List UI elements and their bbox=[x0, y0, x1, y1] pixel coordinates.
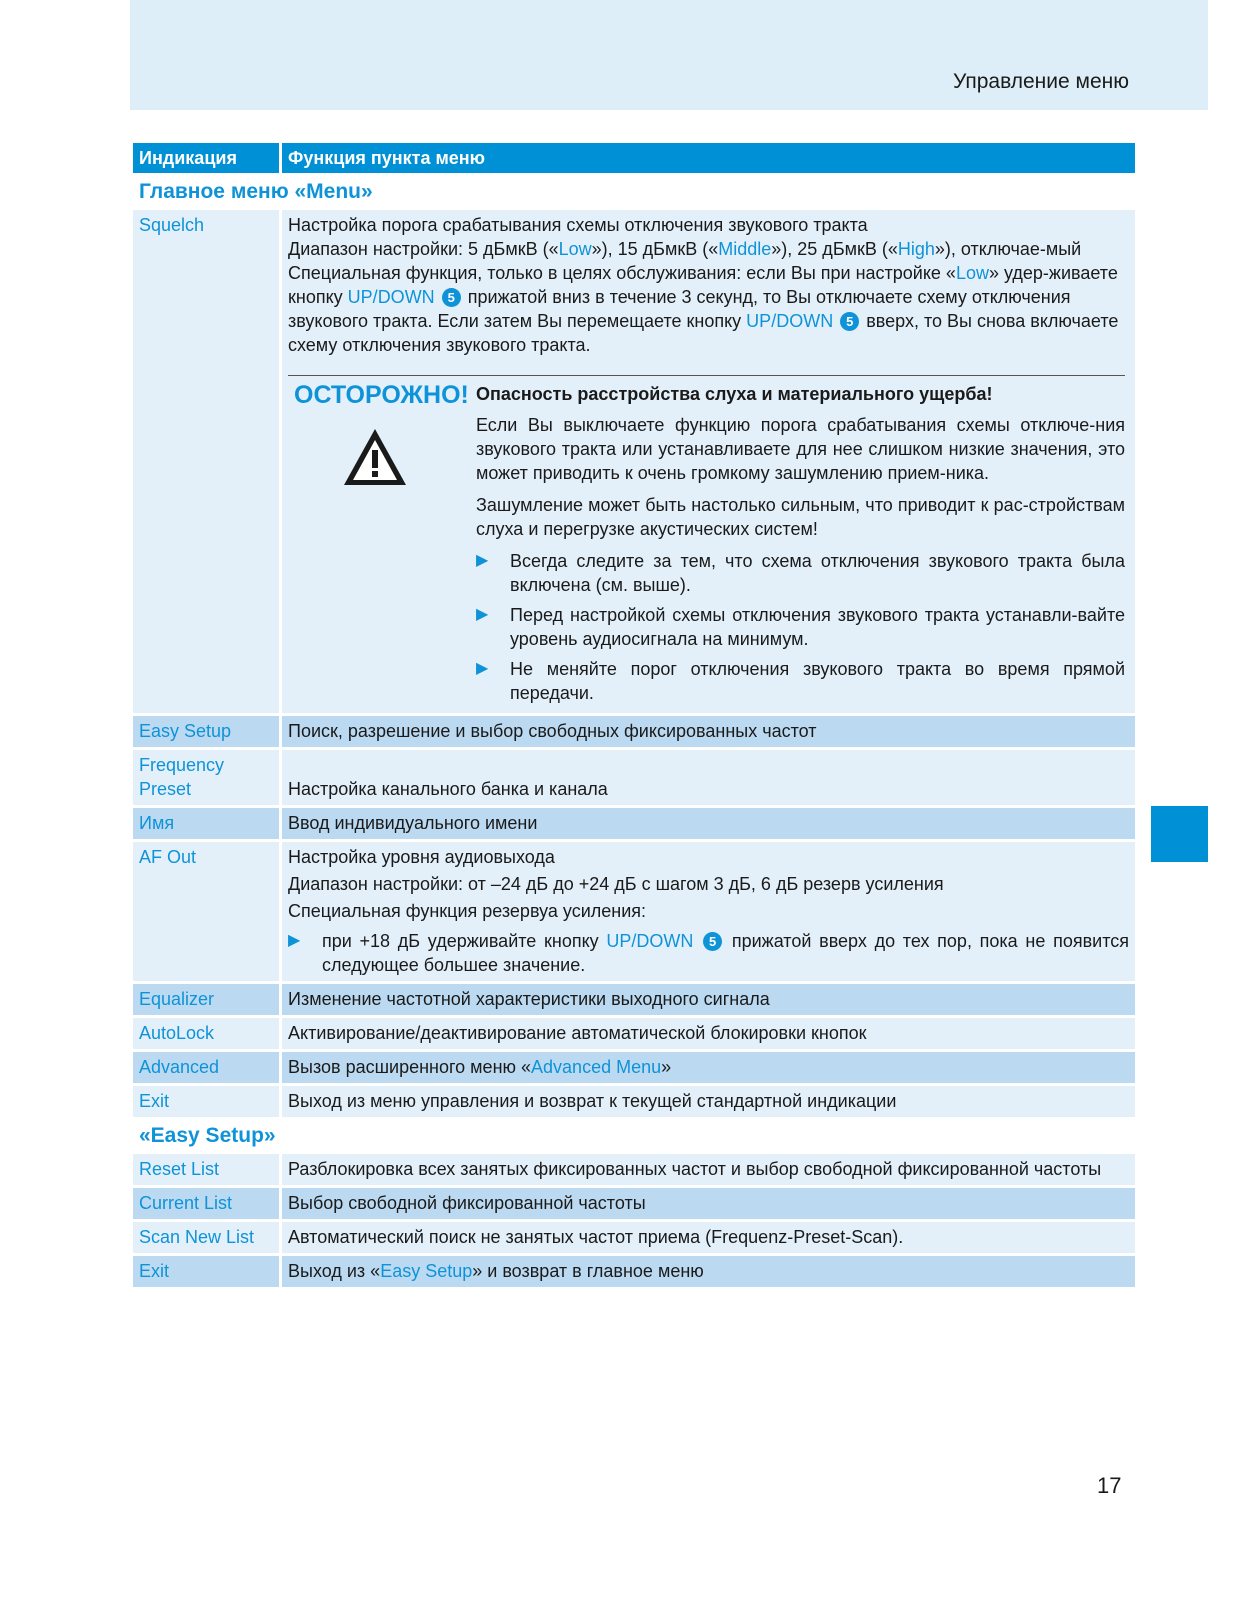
table-row-name: Имя Ввод индивидуального имени bbox=[133, 808, 1135, 839]
menu-item-exit-easy: Exit bbox=[133, 1256, 279, 1287]
header-col-function: Функция пункта меню bbox=[282, 143, 1135, 173]
callout-5-icon: 5 bbox=[442, 288, 461, 307]
list-item: ▶ Не меняйте порог отключения звукового тракта во время прямой передачи. bbox=[476, 659, 1125, 703]
easy-setup-link: Easy Setup bbox=[380, 1261, 473, 1281]
table-row-squelch bbox=[133, 210, 1135, 713]
warning-triangle-icon bbox=[341, 426, 409, 488]
menu-item-exit: Exit bbox=[133, 1086, 279, 1117]
caution-paragraph-2: Зашумление может быть настолько сильным, что приводит к рас-стройствам слуха и перегрузке акустических систем! bbox=[476, 495, 1125, 539]
menu-item-advanced: Advanced bbox=[133, 1052, 279, 1083]
chapter-tab-marker bbox=[1151, 806, 1208, 862]
table-row-frequency-preset: Frequency Preset Настройка канального банка и канала bbox=[133, 750, 1135, 805]
squelch-description bbox=[282, 210, 1135, 713]
menu-item-squelch: Squelch bbox=[133, 210, 279, 713]
arrow-right-icon: ▶ bbox=[476, 552, 489, 569]
caution-paragraph-1: Если Вы выключаете функцию порога срабатывания схемы отключе-ния звукового тракта или устанавливаете для нее слишком низкие значения, это может приводить к очень громкому зашумлению прием-ника. bbox=[476, 415, 1125, 483]
section-title-easy-setup: «Easy Setup» bbox=[139, 1124, 276, 1147]
menu-item-current-list: Current List bbox=[133, 1188, 279, 1219]
callout-5-icon: 5 bbox=[703, 932, 722, 951]
squelch-line1: Настройка порога срабатывания схемы отключения звукового тракта bbox=[288, 215, 868, 235]
value-middle: Middle bbox=[718, 239, 772, 259]
list-item: ▶ Всегда следите за тем, что схема отключения звукового тракта была включена (см. выше). bbox=[476, 551, 1125, 595]
table-row-equalizer: Equalizer Изменение частотной характеристики выходного сигнала bbox=[133, 984, 1135, 1015]
menu-item-frequency-preset: Frequency Preset bbox=[133, 750, 279, 805]
table-row-scan-new-list: Scan New List Автоматический поиск не занятых частот приема (Frequenz-Preset-Scan). bbox=[133, 1222, 1135, 1253]
menu-item-autolock: AutoLock bbox=[133, 1018, 279, 1049]
table-row-exit-easy: Exit Выход из «Easy Setup» и возврат в главное меню bbox=[133, 1256, 1135, 1287]
button-up-label: UP bbox=[606, 931, 632, 951]
caution-heading: Опасность расстройства слуха и материального ущерба! bbox=[476, 384, 993, 404]
table-row-reset-list: Reset List Разблокировка всех занятых фиксированных частот и выбор свободной фиксированной частоты bbox=[133, 1154, 1135, 1185]
callout-5-icon: 5 bbox=[840, 312, 859, 331]
list-item: ▶ Перед настройкой схемы отключения звукового тракта устанавли-вайте уровень аудиосигнала на минимум. bbox=[476, 605, 1125, 649]
button-down-label: DOWN bbox=[377, 287, 435, 307]
button-down-label: DOWN bbox=[636, 931, 694, 951]
table-row-advanced: Advanced Вызов расширенного меню «Advanced Menu» bbox=[133, 1052, 1135, 1083]
value-low-2: Low bbox=[955, 263, 989, 283]
button-up-label-2: UP bbox=[746, 311, 772, 331]
list-item: ▶ при +18 дБ удерживайте кнопку UP/DOWN 5 прижатой вверх до тех пор, пока не появится следующее большее значение. bbox=[288, 931, 1129, 975]
arrow-right-icon: ▶ bbox=[476, 606, 489, 623]
table-row-exit: Exit Выход из меню управления и возврат к текущей стандартной индикации bbox=[133, 1086, 1135, 1117]
menu-function-table bbox=[133, 143, 1135, 1290]
menu-item-equalizer: Equalizer bbox=[133, 984, 279, 1015]
page-header-title: Управление меню bbox=[952, 70, 1129, 93]
caution-box bbox=[288, 375, 1125, 705]
menu-item-reset-list: Reset List bbox=[133, 1154, 279, 1185]
advanced-menu-link: Advanced Menu bbox=[531, 1057, 662, 1077]
value-high: High bbox=[897, 239, 935, 259]
squelch-special: Специальная функция, только в целях обслуживания: если Вы при настройке «Low» удер-живаете кнопку UP/DOWN 5 прижатой вниз в течение 3 секунд, то Вы отключаете схему отключения звукового тракта. Если затем Вы перемещаете кнопку UP/DOWN 5 вверх, то Вы снова включаете схему отключения звукового тракта. bbox=[288, 263, 1119, 355]
table-header bbox=[133, 143, 1135, 173]
table-row-autolock: AutoLock Активирование/деактивирование автоматической блокировки кнопок bbox=[133, 1018, 1135, 1049]
button-up-label: UP bbox=[347, 287, 373, 307]
table-row-easy-setup: Easy Setup Поиск, разрешение и выбор свободных фиксированных частот bbox=[133, 716, 1135, 747]
table-row-current-list: Current List Выбор свободной фиксированной частоты bbox=[133, 1188, 1135, 1219]
button-down-label-2: DOWN bbox=[776, 311, 834, 331]
squelch-range: Диапазон настройки: 5 дБмкВ («Low»), 15 дБмкВ («Middle»), 25 дБмкВ («High»), отключае-мый bbox=[288, 239, 1082, 259]
menu-item-scan-new-list: Scan New List bbox=[133, 1222, 279, 1253]
arrow-right-icon: ▶ bbox=[476, 660, 489, 677]
value-low: Low bbox=[558, 239, 592, 259]
section-title-main-menu: Главное меню «Menu» bbox=[139, 180, 373, 203]
arrow-right-icon: ▶ bbox=[288, 932, 301, 949]
menu-item-name: Имя bbox=[133, 808, 279, 839]
page-number: 17 bbox=[1097, 1473, 1122, 1498]
table-row-af-out: AF Out Настройка уровня аудиовыхода Диапазон настройки: от –24 дБ до +24 дБ с шагом 3 дБ, 6 дБ резерв усиления Специальная функция резервуа усиления: ▶ при +18 дБ удерживайте кнопку UP/DOWN 5 прижатой вверх до тех пор, пока не появится следующее большее значение. bbox=[133, 842, 1135, 981]
menu-item-af-out: AF Out bbox=[133, 842, 279, 981]
caution-label: ОСТОРОЖНО! bbox=[294, 381, 469, 409]
header-col-display: Индикация bbox=[133, 143, 279, 173]
menu-item-easy-setup: Easy Setup bbox=[133, 716, 279, 747]
